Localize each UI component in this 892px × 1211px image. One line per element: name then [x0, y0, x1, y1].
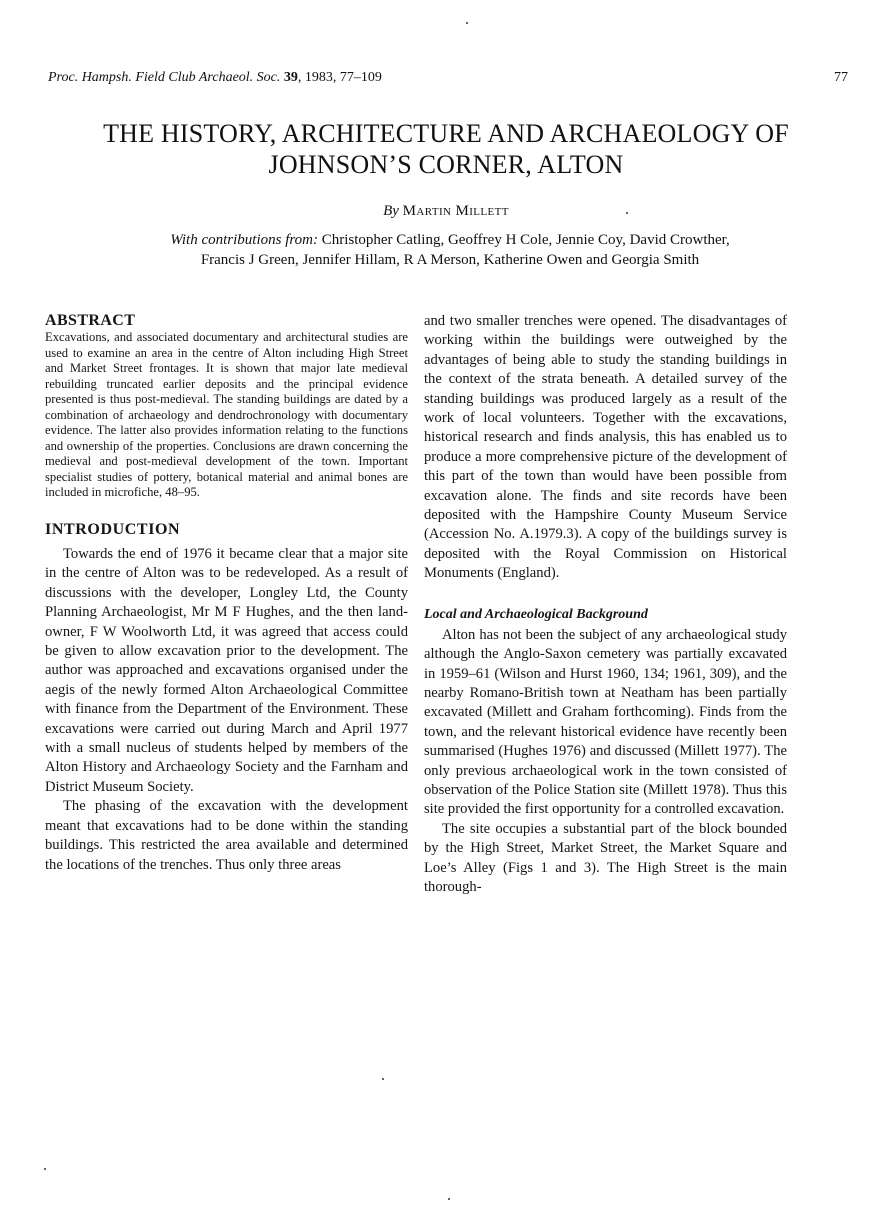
introduction-paragraph-2: The phasing of the excavation with the development meant that excavations had to be done within the standing buildings. This restricted the area available and determined the locations of the trenches. Thus only three areas	[45, 798, 408, 873]
scan-speck	[466, 22, 468, 24]
left-column	[45, 312, 408, 875]
scan-speck	[448, 1198, 450, 1200]
title-line-2: JOHNSON’S CORNER, ALTON	[268, 150, 624, 179]
journal-details: , 1983, 77–109	[297, 70, 382, 85]
background-paragraph-2: The site occupies a substantial part of the block bounded by the High Street, Market Street, the Market Square and Loe’s Alley (Figs 1 and 3). The High Street is the main thorough-	[424, 820, 787, 895]
title-line-1: THE HISTORY, ARCHITECTURE AND ARCHAEOLOGY OF	[103, 119, 789, 148]
author-name: Martin Millett	[402, 203, 509, 219]
page-number: 77	[834, 70, 848, 85]
contributions-lead: With contributions from:	[170, 232, 318, 248]
introduction-heading: INTRODUCTION	[45, 521, 181, 539]
abstract-heading: ABSTRACT	[45, 312, 136, 329]
journal-name: Proc. Hampsh. Field Club Archaeol. Soc.	[48, 70, 281, 85]
scan-speck	[626, 212, 628, 214]
background-heading: Local and Archaeological Background	[424, 606, 648, 622]
contributions	[60, 230, 840, 270]
scan-speck	[44, 1168, 46, 1170]
byline-by: By	[383, 203, 399, 219]
introduction-paragraph-2-continued: and two smaller trenches were opened. The disadvantages of working within the buildings were outweighed by the advantages of being able to study the standing buildings in the context of the strata beneath. A detailed survey of the standing buildings was produced largely as a result of the work of local volunteers. Together with the excavations, historical research and finds analysis, this has enabled us to produce a more comprehensive picture of the development of this part of the town than would have been possible from excavation alone. The finds and site records have been deposited with the Hampshire County Museum Service (Accession No. A.1979.3). A copy of the buildings survey is deposited with the Royal Commission on Historical Monuments (England).	[424, 313, 787, 582]
scan-speck	[382, 1078, 384, 1080]
right-column	[424, 312, 787, 897]
background-paragraph-1: Alton has not been the subject of any archaeological study although the Anglo-Saxon cemetery was partially excavated in 1959–61 (Wilson and Hurst 1960, 134; 1961, 309), and the nearby Romano-British town at Neatham has been partially excavated (Millett and Graham forthcoming). Finds from the town, and the relevant historical evidence have recently been summarised (Hughes 1976) and discussed (Millett 1977). The only previous archaeological work in the town consisted of observation of the Police Station site (Millett 1978). Thus this site provided the first opportunity for a controlled excavation.	[424, 626, 787, 818]
running-head	[48, 70, 848, 86]
journal-citation	[48, 70, 382, 86]
byline	[40, 203, 852, 220]
contributors-line-2: Francis J Green, Jennifer Hillam, R A Merson, Katherine Owen and Georgia Smith	[200, 252, 700, 268]
article-title	[40, 118, 852, 180]
introduction-paragraph-1: Towards the end of 1976 it became clear that a major site in the centre of Alton was to be redeveloped. As a result of discussions with the developer, Longley Ltd, the County Planning Archaeologist, Mr M F Hughes, and the then land-owner, F W Woolworth Ltd, it was agreed that access could be given to allow excavation prior to the development. The author was approached and excavations organised under the aegis of the newly formed Alton Archaeological Committee with finance from the Department of the Environment. These excavations were carried out during March and April 1977 with a small nucleus of students helped by members of the Alton History and Archaeology Society and the Farnham and District Museum Society.	[45, 546, 408, 795]
abstract-text: Excavations, and associated documentary and architectural studies are used to examine an area in the centre of Alton including High Street and Market Street frontages. It is shown that major late medieval rebuilding truncated earlier deposits and the principal evidence presented is thus post-medieval. The standing buildings are dated by a combination of archaeology and dendrochronology with documentary evidence. The latter also provides information relating to the functions and ownership of the properties. Conclusions are drawn concerning the medieval and post-medieval development of the town. Important specialist studies of pottery, botanical material and animal bones are included in microfiche, 48–95.	[45, 330, 408, 500]
journal-volume: 39	[283, 70, 298, 85]
contributors-line-1: Christopher Catling, Geoffrey H Cole, Jennie Coy, David Crowther,	[317, 232, 730, 248]
